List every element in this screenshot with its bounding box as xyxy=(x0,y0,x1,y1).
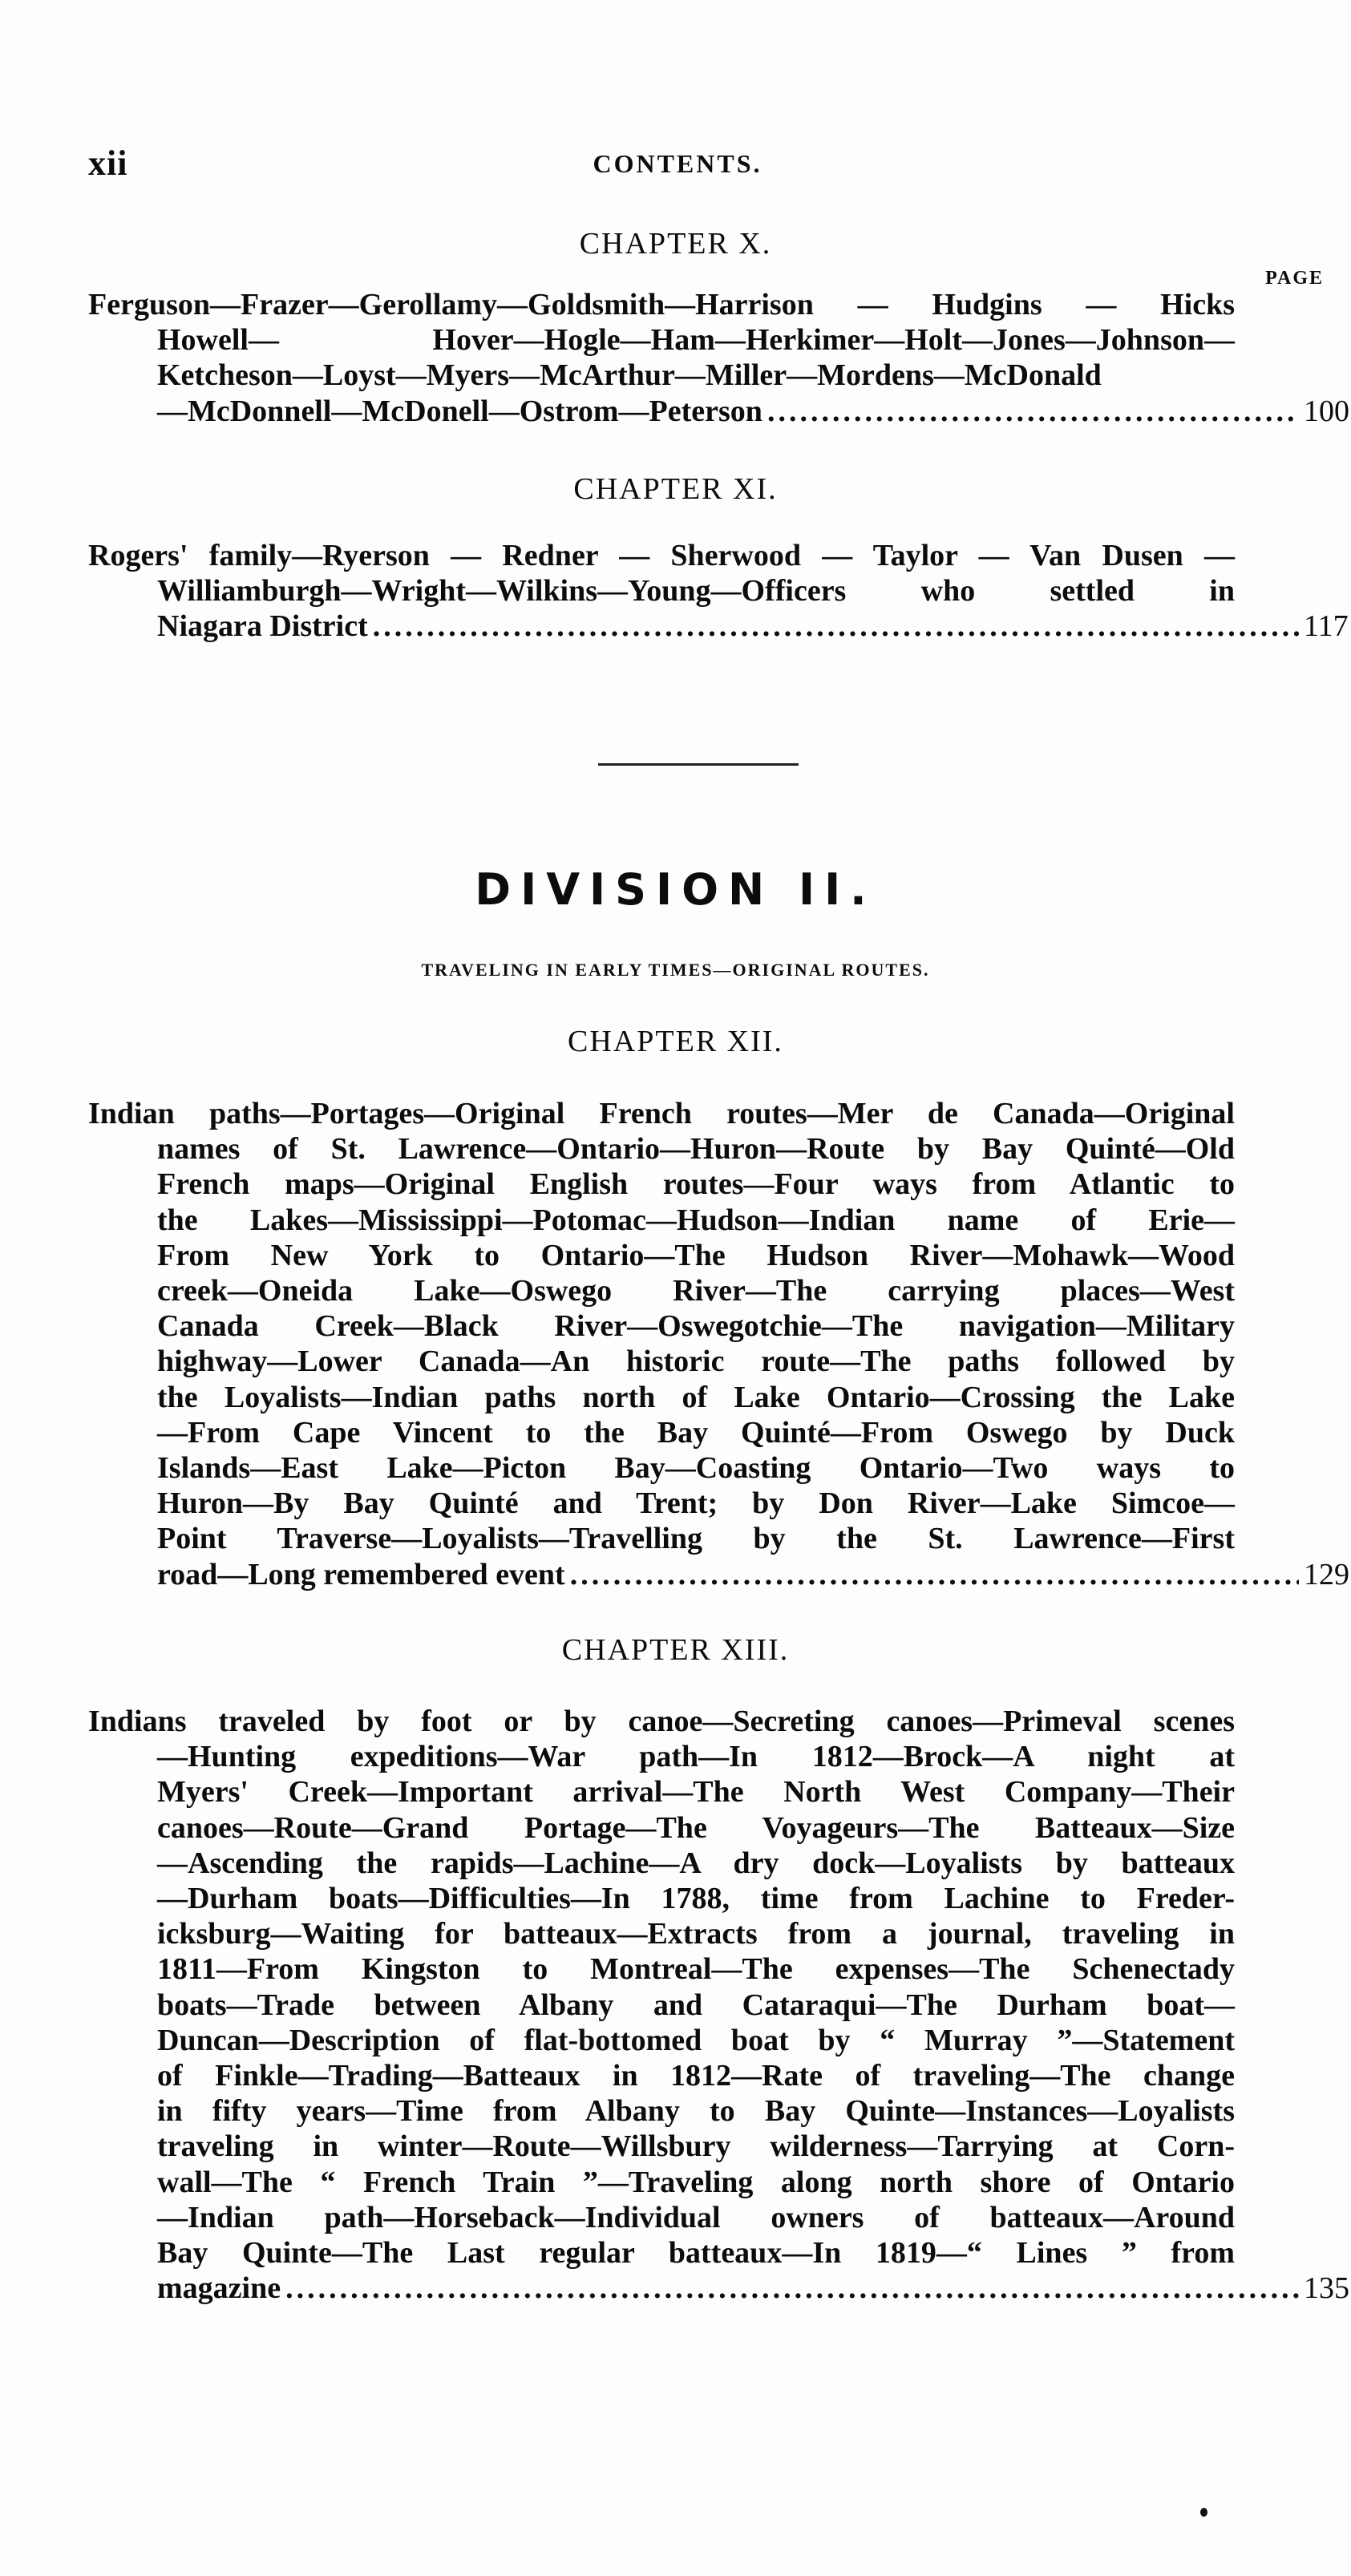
entry-line: —McDonnell—McDonell—Ostrom—Peterson xyxy=(157,394,762,428)
page-folio: xii xyxy=(88,144,128,183)
section-divider-rule xyxy=(598,763,799,766)
entry-last-line xyxy=(88,394,1349,429)
entry-line: Williamburgh—Wright—Wilkins—Young—Officers who settled in xyxy=(157,574,1235,609)
dot-leader xyxy=(285,2271,1299,2306)
dot-leader xyxy=(570,1557,1299,1592)
entry-last-line xyxy=(88,2271,1349,2306)
dot-leader xyxy=(767,394,1299,429)
entry-line: icksburg—Waiting for batteaux—Extracts from a journal, traveling in xyxy=(157,1917,1235,1951)
entry-line: —Ascending the rapids—Lachine—A dry dock—Loyalists by batteaux xyxy=(157,1846,1235,1880)
division-title: DIVISION II. xyxy=(475,864,876,915)
entry-line: magazine xyxy=(157,2271,281,2306)
entry-line: names of St. Lawrence—Ontario—Huron—Route by Bay Quinté—Old xyxy=(157,1132,1235,1167)
entry-line: canoes—Route—Grand Portage—The Voyageurs—The Batteaux—Size xyxy=(157,1810,1235,1845)
chapter-heading: CHAPTER XII. xyxy=(568,1025,783,1058)
running-head xyxy=(88,143,1267,191)
entry-line: 1811—From Kingston to Montreal—The expenses—The Schenectady xyxy=(157,1952,1235,1987)
entry-line: —Indian path—Horseback—Individual owners of batteaux—Around xyxy=(157,2200,1235,2234)
contents-entry xyxy=(88,1096,1349,1592)
entry-line: Huron—By Bay Quinté and Trent; by Don River—Lake Simcoe— xyxy=(157,1486,1235,1521)
entry-line: wall—The “ French Train ”—Traveling along north shore of Ontario xyxy=(157,2165,1235,2199)
entry-line: in fifty years—Time from Albany to Bay Quinte—Instances—Loyalists xyxy=(157,2094,1235,2129)
chapter-heading: CHAPTER XIII. xyxy=(561,1633,790,1667)
contents-entry xyxy=(88,538,1349,645)
entry-line: —From Cape Vincent to the Bay Quinté—From Oswego by Duck xyxy=(157,1415,1235,1450)
chapter-heading: CHAPTER X. xyxy=(579,227,772,261)
entry-line: Bay Quinte—The Last regular batteaux—In 1819—“ Lines ” from xyxy=(157,2236,1235,2271)
contents-entry xyxy=(88,1704,1349,2306)
entry-line: Ketcheson—Loyst—Myers—McArthur—Miller—Mordens—McDonald xyxy=(157,358,1102,393)
entry-line: the Loyalists—Indian paths north of Lake Ontario—Crossing the Lake xyxy=(157,1380,1235,1414)
entry-line: creek—Oneida Lake—Oswego River—The carrying places—West xyxy=(157,1274,1235,1308)
entry-line: —Hunting expeditions—War path—In 1812—Brock—A night at xyxy=(157,1740,1235,1774)
entry-line: Ferguson—Frazer—Gerollamy—Goldsmith—Harrison — Hudgins — Hicks xyxy=(88,288,1235,321)
entry-line: Rogers' family—Ryerson — Redner — Sherwood — Taylor — Van Dusen — xyxy=(88,539,1235,572)
entry-line: boats—Trade between Albany and Cataraqui—The Durham boat— xyxy=(157,1988,1235,2022)
entry-line: Howell— Hover—Hogle—Ham—Herkimer—Holt—Jones—Johnson— xyxy=(157,323,1235,358)
contents-entry xyxy=(88,287,1349,429)
ink-speck xyxy=(1200,2508,1207,2517)
running-title: CONTENTS. xyxy=(593,149,762,178)
entry-line: the Lakes—Mississippi—Potomac—Hudson—Indian name of Erie— xyxy=(157,1203,1235,1237)
entry-line: highway—Lower Canada—An historic route—The paths followed by xyxy=(157,1345,1235,1379)
page-number: 129 xyxy=(1304,1557,1349,1591)
entry-line: road—Long remembered event xyxy=(157,1557,565,1591)
entry-line: Duncan—Description of flat-bottomed boat by “ Murray ”—Statement xyxy=(157,2023,1235,2057)
entry-line: Islands—East Lake—Picton Bay—Coasting Ontario—Two ways to xyxy=(157,1451,1235,1486)
entry-line: Indians traveled by foot or by canoe—Secreting canoes—Primeval scenes xyxy=(88,1705,1235,1738)
division-subtitle: TRAVELING IN EARLY TIMES—ORIGINAL ROUTES. xyxy=(421,960,930,980)
entry-line: Point Traverse—Loyalists—Travelling by the St. Lawrence—First xyxy=(157,1522,1235,1556)
entry-line: of Finkle—Trading—Batteaux in 1812—Rate of traveling—The change xyxy=(157,2059,1235,2093)
page-column-label: PAGE xyxy=(1265,268,1324,289)
entry-line: Myers' Creek—Important arrival—The North West Company—Their xyxy=(157,1775,1235,1810)
entry-line: Niagara District xyxy=(157,609,368,644)
page-number: 100 xyxy=(1304,394,1349,428)
entry-line: French maps—Original English routes—Four ways from Atlantic to xyxy=(157,1167,1235,1202)
entry-line: From New York to Ontario—The Hudson River—Mohawk—Wood xyxy=(157,1238,1235,1272)
entry-last-line xyxy=(88,609,1349,644)
dot-leader xyxy=(373,609,1299,644)
entry-line: traveling in winter—Route—Willsbury wilderness—Tarrying at Corn- xyxy=(157,2129,1235,2164)
entry-line: Indian paths—Portages—Original French routes—Mer de Canada—Original xyxy=(88,1097,1235,1130)
entry-line: Canada Creek—Black River—Oswegotchie—The navigation—Military xyxy=(157,1309,1235,1344)
page-number: 135 xyxy=(1304,2271,1349,2306)
chapter-heading: CHAPTER XI. xyxy=(573,472,778,506)
entry-line: —Durham boats—Difficulties—In 1788, time from Lachine to Freder- xyxy=(157,1882,1235,1916)
page-number: 117 xyxy=(1304,609,1349,644)
entry-last-line xyxy=(88,1557,1349,1592)
